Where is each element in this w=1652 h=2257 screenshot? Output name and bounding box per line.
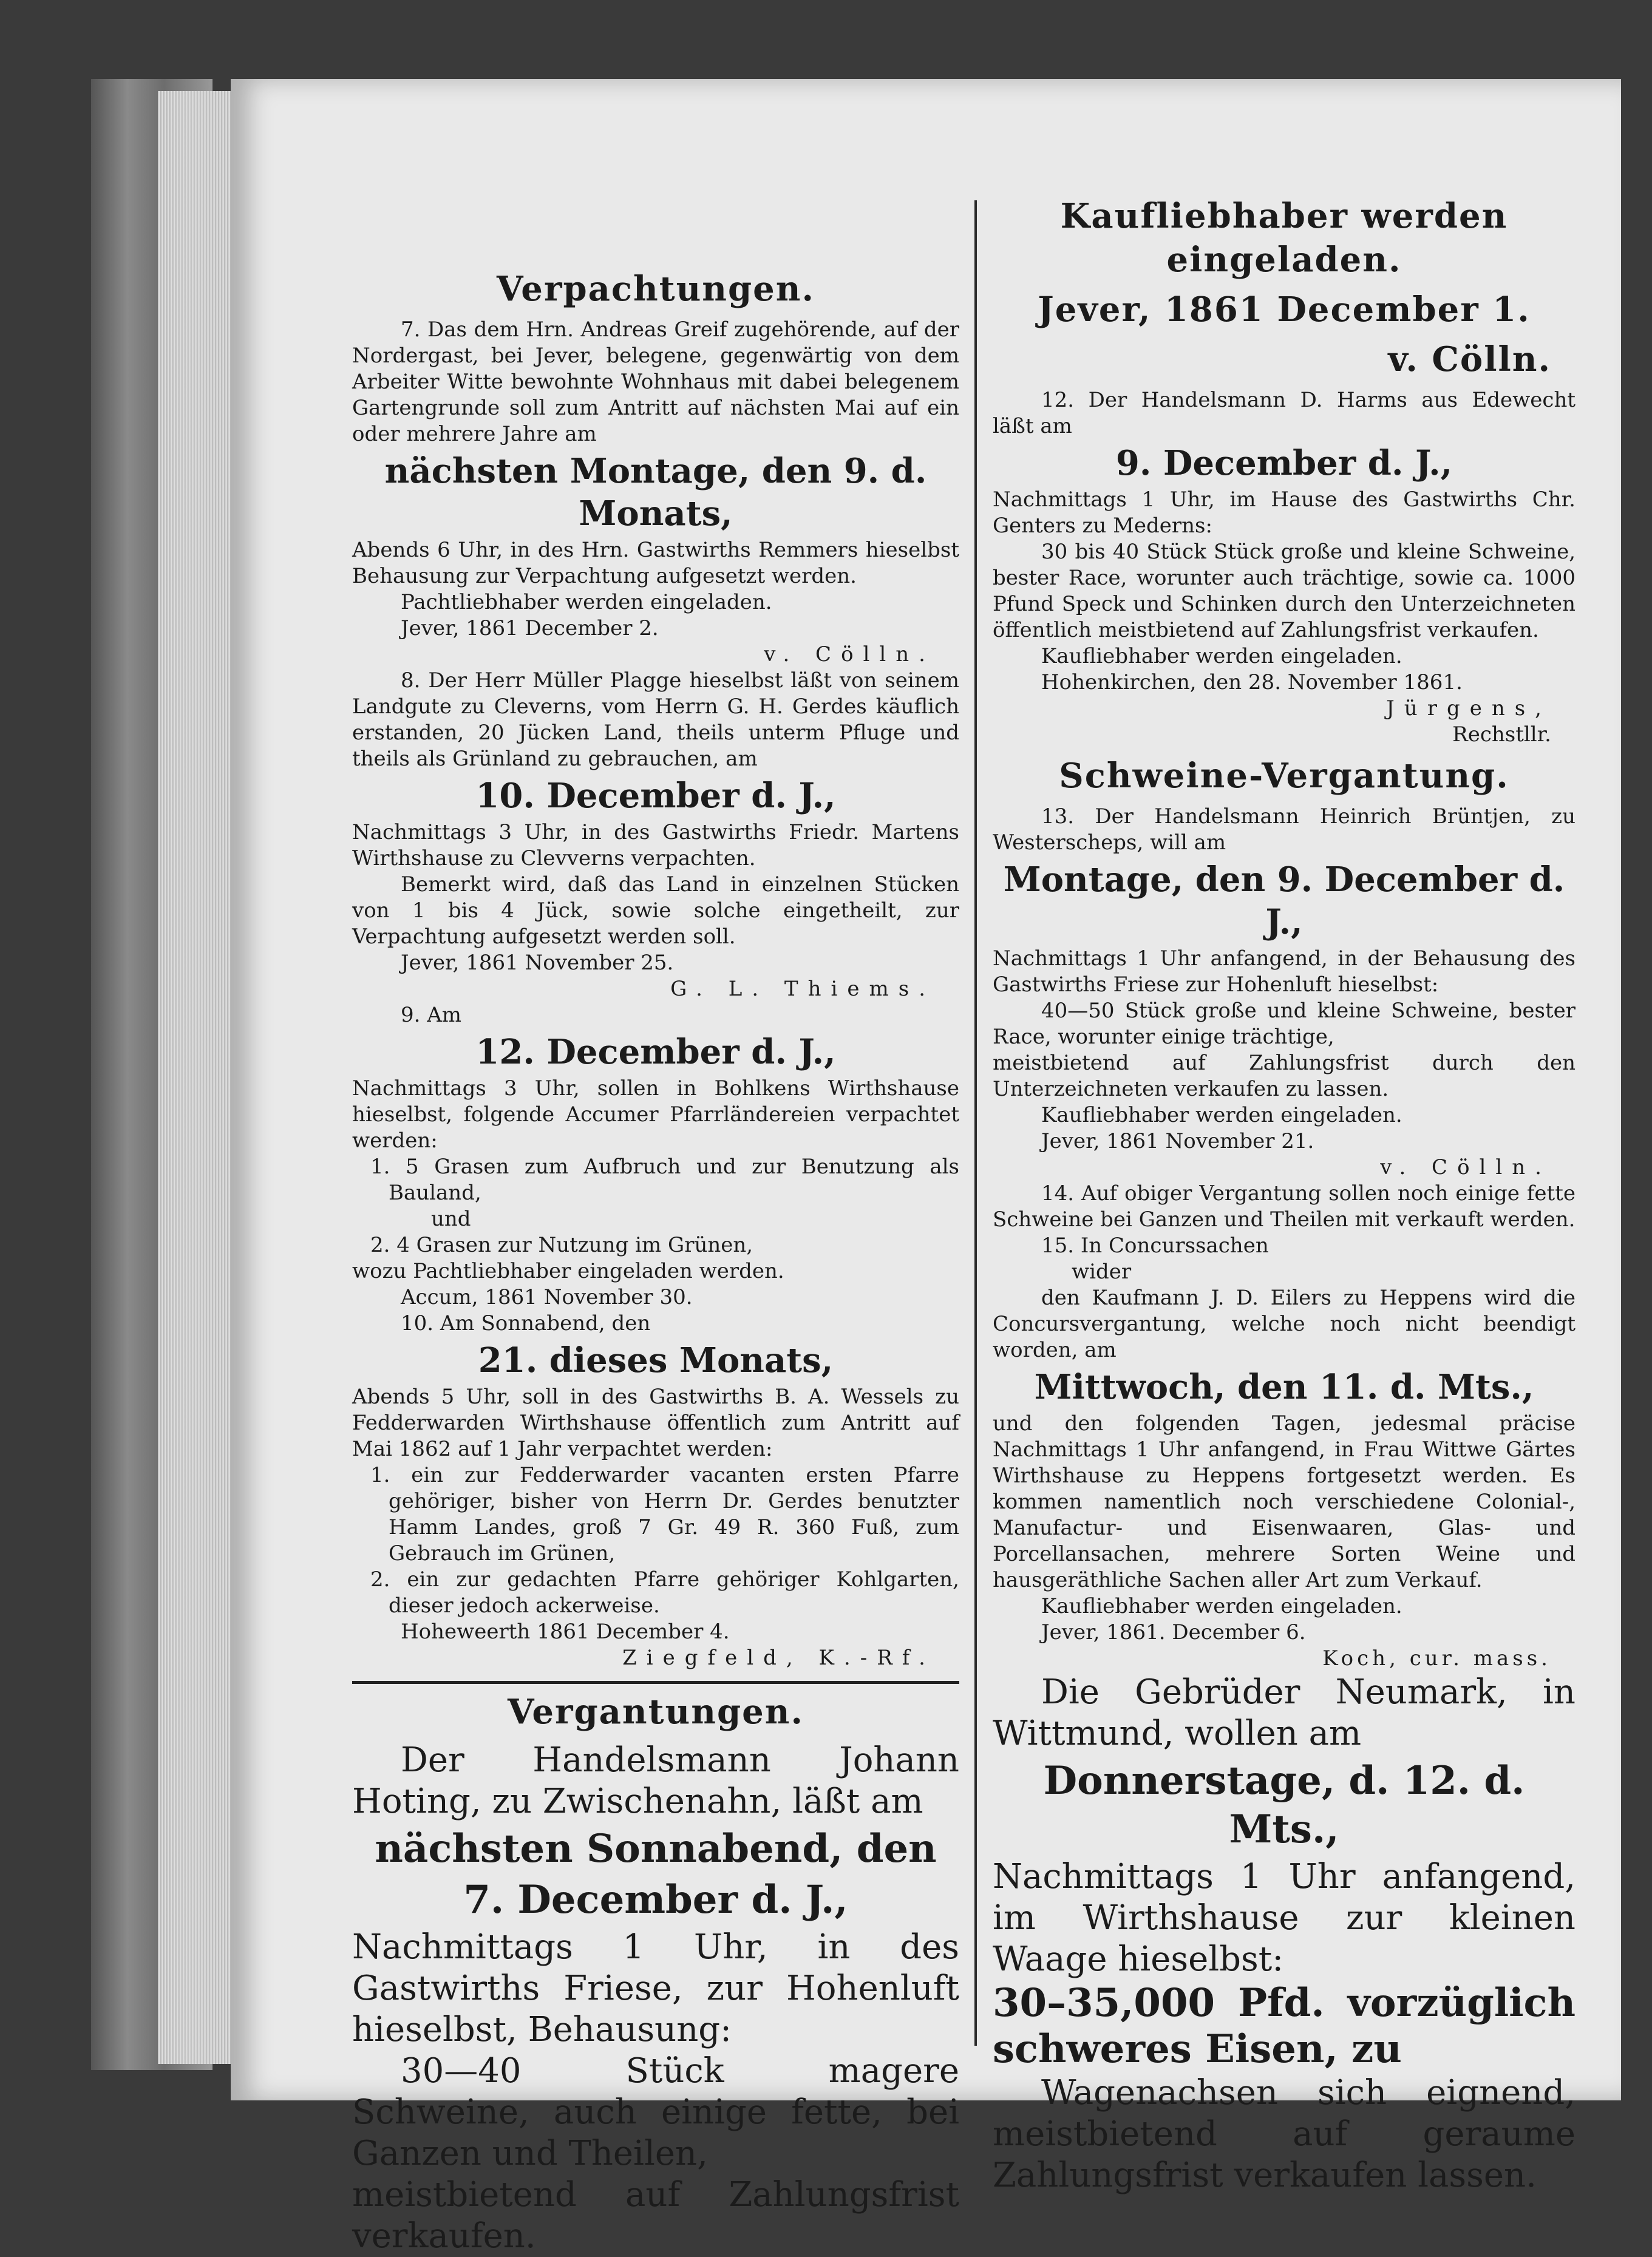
notice-13-signature: v. Cölln. <box>1380 1155 1551 1179</box>
notice-15-intro: 15. In Concurssachen <box>1041 1234 1269 1258</box>
notice-9-place: Accum, 1861 November 30. <box>401 1285 693 1309</box>
notice-9-item1: 1. 5 Grasen zum Aufbruch und zur Benutzung als Bauland, <box>370 1155 959 1205</box>
notice-12-place: Hohenkirchen, den 28. November 1861. <box>1041 670 1463 694</box>
vergantung-text4: meistbietend auf Zahlungsfrist verkaufen. <box>352 2175 959 2256</box>
vergantung-ad <box>352 1740 959 2257</box>
vergantung-date1: nächsten Sonnabend, den <box>375 1826 937 1872</box>
notice-9-item2: 2. 4 Grasen zur Nutzung im Grünen, <box>370 1233 753 1257</box>
notice-7-text2: Abends 6 Uhr, in des Hrn. Gastwirths Remmers hieselbst Behausung zur Verpachtung aufgesetzt werden. <box>352 538 959 588</box>
notice-10-signature: Ziegfeld, K.-Rf. <box>622 1646 935 1670</box>
notice-9-intro: 9. Am <box>401 1003 462 1027</box>
neumark-date: Donnerstage, d. 12. d. Mts., <box>1043 1758 1525 1852</box>
notice-15-invite: Kaufliebhaber werden eingeladen. <box>1041 1594 1402 1618</box>
notice-12-text3: 30 bis 40 Stück Stück große und kleine Schweine, bester Race, worunter auch trächtige, sowie ca. 1000 Pfund Speck und Schinken durch den Unterzeichneten öffentlich meistbietend auf Zahlungsfrist verkaufen. <box>993 540 1576 642</box>
vergantung-date2: 7. December d. J., <box>463 1877 848 1923</box>
notice-8-signature: G. L. Thiems. <box>670 977 935 1001</box>
notice-10-item2: 2. ein zur gedachten Pfarre gehöriger Kohlgarten, dieser jedoch ackerweise. <box>370 1567 959 1618</box>
notice-8-text: 8. Der Herr Müller Plagge hieselbst läßt von seinem Landgute zu Cleverns, vom Herrn G. H. Gerdes käuflich erstanden, 20 Jücken Land, theils unterm Pfluge und theils als Grünland zu gebrauchen, am <box>352 668 959 771</box>
notice-13-text4: meistbietend auf Zahlungsfrist durch den Unterzeichneten verkaufen zu lassen. <box>993 1051 1576 1101</box>
notice-13-text: 13. Der Handelsmann Heinrich Brüntjen, zu Westerscheps, will am <box>993 804 1576 855</box>
right-column <box>993 188 1576 2196</box>
right-top-signature: v. Cölln. <box>1388 339 1551 379</box>
notice-8-date: 10. December d. J., <box>475 776 836 816</box>
notice-10-place: Hoheweerth 1861 December 4. <box>401 1620 730 1644</box>
newspaper-page <box>231 79 1621 2256</box>
right-top-invite: Kaufliebhaber werden eingeladen. <box>1060 196 1508 280</box>
neumark-text3: 30–35,000 Pfd. vorzüglich schweres Eisen, zu <box>993 1980 1576 2072</box>
notice-13-text3: 40—50 Stück große und kleine Schweine, bester Race, worunter einige trächtige, <box>993 999 1576 1049</box>
notice-15-signature: Koch, cur. mass. <box>1322 1646 1551 1671</box>
section-heading-schweine-vergantung: Schweine-Vergantung. <box>1059 756 1509 796</box>
vergantung-text2: Nachmittags 1 Uhr, in des Gastwirths Friese, zur Hohenluft hieselbst, Behausung: <box>352 1927 959 2049</box>
notice-10-item1: 1. ein zur Fedderwarder vacanten ersten Pfarre gehöriger, bisher von Herrn Dr. Gerdes benutzter Hamm Landes, groß 7 Gr. 49 R. 360 Fuß, zum Gebrauch im Grünen, <box>370 1463 959 1566</box>
section-heading-vergantungen: Vergantungen. <box>508 1692 804 1732</box>
notice-9-und: und <box>431 1207 471 1231</box>
section-rule <box>352 1681 959 1684</box>
notice-15-wider: wider <box>1072 1260 1132 1284</box>
section-heading-verpachtungen: Verpachtungen. <box>497 269 815 309</box>
notice-7-signature: v. Cölln. <box>764 642 935 667</box>
notice-15-date: Mittwoch, den 11. d. Mts., <box>1034 1367 1534 1407</box>
page-edges <box>158 91 243 2064</box>
notice-13-text2: Nachmittags 1 Uhr anfangend, in der Behausung des Gastwirths Friese zur Hohenluft hieselbst: <box>993 946 1576 997</box>
notice-7-text: 7. Das dem Hrn. Andreas Greif zugehörende, auf der Nordergast, bei Jever, belegene, gegenwärtig von dem Arbeiter Witte bewohnte Wohnhaus mit dabei belegenem Gartengrunde soll zum Antritt auf nächsten Mai auf ein oder mehrere Jahre am <box>352 317 959 446</box>
notice-7-date: nächsten Montage, den 9. d. Monats, <box>384 451 927 534</box>
neumark-text4: Wagenachsen sich eignend, meistbietend auf geraume Zahlungsfrist verkaufen lassen. <box>993 2073 1576 2195</box>
notice-10-text: Abends 5 Uhr, soll in des Gastwirths B. A. Wessels zu Fedderwarden Wirthshause öffentlich zum Antritt auf Mai 1862 auf 1 Jahr verpachtet werden: <box>352 1385 959 1461</box>
notice-12-signature-title: Rechstllr. <box>1452 722 1551 747</box>
notice-7-place: Jever, 1861 December 2. <box>401 616 659 640</box>
notice-8-text2: Nachmittags 3 Uhr, in des Gastwirths Friedr. Martens Wirthshause zu Clevverns verpachten. <box>352 820 959 871</box>
notice-12-text: 12. Der Handelsmann D. Harms aus Edewecht läßt am <box>993 388 1576 438</box>
notice-9-date: 12. December d. J., <box>475 1032 836 1072</box>
notice-13-date: Montage, den 9. December d. J., <box>1003 860 1565 942</box>
notice-9-text: Nachmittags 3 Uhr, sollen in Bohlkens Wirthshause hieselbst, folgende Accumer Pfarrländereien verpachtet werden: <box>352 1076 959 1153</box>
notice-7-invite: Pachtliebhaber werden eingeladen. <box>401 590 772 614</box>
notice-12-invite: Kaufliebhaber werden eingeladen. <box>1041 644 1402 668</box>
left-column <box>352 261 959 2257</box>
notice-13-place: Jever, 1861 November 21. <box>1041 1129 1314 1153</box>
notice-12-signature: Jürgens, <box>1386 696 1551 721</box>
neumark-text: Die Gebrüder Neumark, in Wittmund, wollen am <box>993 1672 1576 1753</box>
right-top-place: Jever, 1861 December 1. <box>1038 290 1531 330</box>
notice-9-text2: wozu Pachtliebhaber eingeladen werden. <box>352 1259 784 1283</box>
vergantung-text3: 30—40 Stück magere Schweine, auch einige fette, bei Ganzen und Theilen, <box>352 2051 959 2173</box>
notice-10-date: 21. dieses Monats, <box>478 1340 834 1380</box>
notice-8-place: Jever, 1861 November 25. <box>401 951 674 975</box>
notice-14-text: 14. Auf obiger Vergantung sollen noch einige fette Schweine bei Ganzen und Theilen mit verkauft werden. <box>993 1181 1576 1232</box>
notice-12-text2: Nachmittags 1 Uhr, im Hause des Gastwirths Chr. Genters zu Mederns: <box>993 487 1576 538</box>
notice-15-place: Jever, 1861. December 6. <box>1041 1620 1306 1644</box>
notice-8-note: Bemerkt wird, daß das Land in einzelnen Stücken von 1 bis 4 Jück, sowie solche eingetheilt, zur Verpachtung aufgesetzt werden soll. <box>352 872 959 949</box>
notice-15-text: den Kaufmann J. D. Eilers zu Heppens wird die Concursvergantung, welche noch nicht beendigt worden, am <box>993 1286 1576 1362</box>
vergantung-text: Der Handelsmann Johann Hoting, zu Zwischenahn, läßt am <box>352 1740 959 1821</box>
neumark-ad <box>993 1672 1576 2196</box>
column-divider <box>974 200 977 2046</box>
notice-10-intro: 10. Am Sonnabend, den <box>401 1311 651 1336</box>
neumark-text2: Nachmittags 1 Uhr anfangend, im Wirthshause zur kleinen Waage hieselbst: <box>993 1857 1576 1979</box>
notice-12-date: 9. December d. J., <box>1115 443 1453 483</box>
notice-13-invite: Kaufliebhaber werden eingeladen. <box>1041 1103 1402 1127</box>
notice-15-text2: und den folgenden Tagen, jedesmal präcise Nachmittags 1 Uhr anfangend, in Frau Wittwe Gärtes Wirthshause zu Heppens fortgesetzt werden. Es kommen namentlich noch verschiedene Colonial-, Manufactur- und Eisenwaaren, Glas- und Porcellansachen, mehrere Sorten Weine und hausgeräthliche Sachen aller Art zum Verkauf. <box>993 1411 1576 1592</box>
